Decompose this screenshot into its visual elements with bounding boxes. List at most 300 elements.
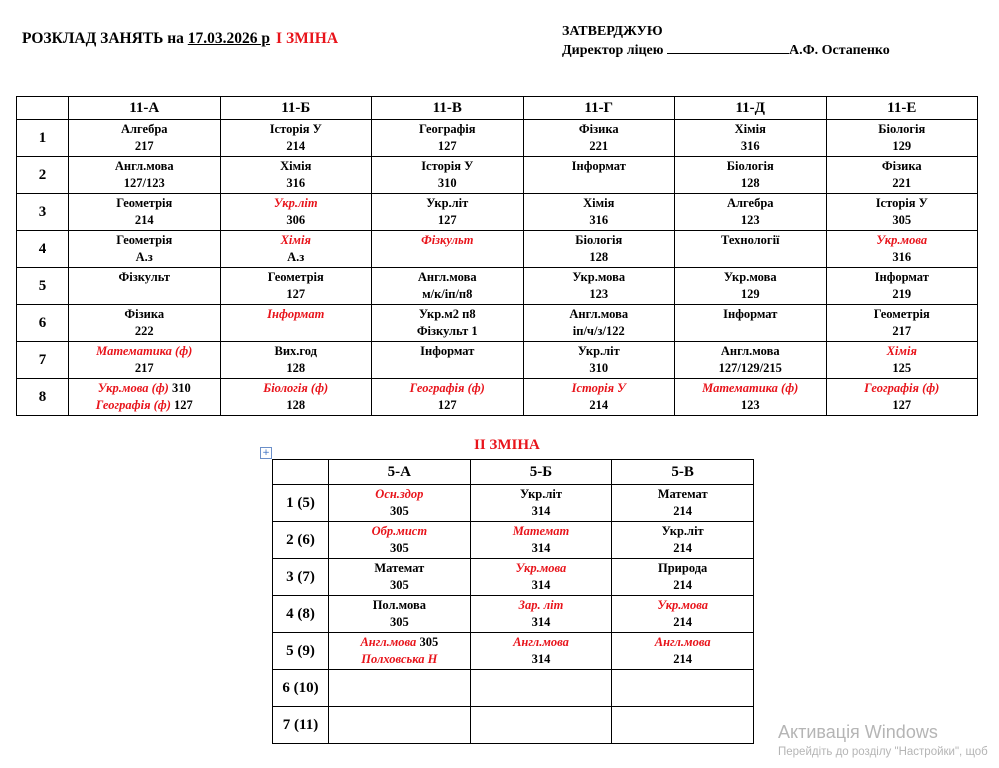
lesson-number: 4 (8) [273, 596, 329, 633]
subject: Інформат [723, 307, 778, 321]
subject: Алгебра [726, 196, 774, 210]
corner-cell [17, 97, 69, 120]
subject: Укр.мова (ф) [97, 381, 169, 395]
lesson-line [372, 269, 523, 286]
lesson-row [17, 231, 978, 268]
class-header: 11-Е [826, 97, 978, 120]
subject: Геометрія [116, 233, 173, 247]
room: Географія (ф) [95, 398, 171, 412]
room: 129 [740, 287, 760, 301]
room: 127 [437, 398, 457, 412]
lesson-line [372, 397, 523, 414]
lesson-number: 6 (10) [273, 670, 329, 707]
subject: Математика (ф) [702, 381, 799, 395]
room: 305 [416, 635, 439, 649]
subject: Біологія [878, 122, 926, 136]
approval-block [562, 22, 890, 60]
lesson-line [612, 503, 753, 520]
lesson-line [524, 323, 675, 340]
lesson-number: 6 [17, 305, 69, 342]
lesson-line [372, 343, 523, 360]
class-header: 5-А [329, 460, 471, 485]
subject: Хімія [280, 233, 311, 247]
lesson-line [329, 560, 470, 577]
lesson-line [675, 249, 826, 266]
lesson-line [221, 286, 372, 303]
room: 123 [589, 287, 609, 301]
subject: Математ [374, 561, 425, 575]
room: 128 [286, 361, 306, 375]
lesson-line [221, 397, 372, 414]
room: 214 [673, 615, 693, 629]
subject: Математика (ф) [96, 344, 193, 358]
lesson-line [471, 523, 612, 540]
subject: Історія У [421, 159, 474, 173]
lesson-cell [612, 485, 754, 522]
lesson-cell [69, 268, 221, 305]
room: іп/ч/з/122 [572, 324, 625, 338]
lesson-line [329, 671, 470, 688]
lesson-line [69, 121, 220, 138]
lesson-line [471, 708, 612, 725]
lesson-cell [612, 633, 754, 670]
subject: Пол.мова [372, 598, 426, 612]
lesson-line [329, 651, 470, 668]
lesson-line [329, 486, 470, 503]
lesson-line [329, 577, 470, 594]
lesson-line [524, 360, 675, 377]
room: 305 [389, 541, 409, 555]
lesson-cell [612, 670, 754, 707]
subject: Хімія [886, 344, 917, 358]
lesson-number: 7 [17, 342, 69, 379]
lesson-cell [675, 194, 827, 231]
room: 305 [389, 504, 409, 518]
subject: Укр.м2 п8 [418, 307, 476, 321]
lesson-line [827, 212, 978, 229]
lesson-line [524, 249, 675, 266]
room: 316 [589, 213, 609, 227]
lesson-cell [675, 120, 827, 157]
lesson-line [329, 597, 470, 614]
lesson-line [524, 158, 675, 175]
lesson-cell [372, 342, 524, 379]
lesson-line [471, 560, 612, 577]
lesson-row [273, 559, 754, 596]
shift2-title: ІІ ЗМІНА [474, 437, 540, 453]
lesson-line [827, 232, 978, 249]
lesson-line [612, 577, 753, 594]
lesson-line [329, 688, 470, 705]
lesson-line [69, 360, 220, 377]
lesson-line [471, 486, 612, 503]
lesson-line [524, 397, 675, 414]
lesson-line [827, 175, 978, 192]
lesson-row [273, 522, 754, 559]
lesson-line [372, 306, 523, 323]
lesson-row [273, 670, 754, 707]
subject: Інформат [571, 159, 626, 173]
lesson-cell [69, 342, 221, 379]
lesson-number: 2 (6) [273, 522, 329, 559]
lesson-line [69, 138, 220, 155]
lesson-cell [675, 157, 827, 194]
room: 217 [134, 361, 154, 375]
room: 310 [589, 361, 609, 375]
lesson-line [675, 121, 826, 138]
subject: Укр.літ [519, 487, 563, 501]
lesson-cell [220, 268, 372, 305]
lesson-line [221, 195, 372, 212]
lesson-line [612, 560, 753, 577]
subject: Хімія [280, 159, 312, 173]
lesson-cell [220, 379, 372, 416]
lesson-line [329, 503, 470, 520]
lesson-cell [470, 596, 612, 633]
lesson-cell [612, 596, 754, 633]
lesson-cell [220, 120, 372, 157]
subject: Укр.мова [876, 233, 928, 247]
lesson-row [17, 342, 978, 379]
lesson-line [221, 323, 372, 340]
subject: Геометрія [116, 196, 173, 210]
lesson-line [372, 121, 523, 138]
lesson-cell [523, 194, 675, 231]
subject: Математ [657, 487, 708, 501]
lesson-cell [826, 379, 978, 416]
lesson-line [675, 343, 826, 360]
subject: Історія У [269, 122, 322, 136]
subject: Історія У [875, 196, 928, 210]
lesson-row [17, 305, 978, 342]
class-header: 11-В [372, 97, 524, 120]
lesson-line [827, 360, 978, 377]
subject: Фізика [124, 307, 165, 321]
lesson-cell [826, 268, 978, 305]
lesson-line [221, 360, 372, 377]
lesson-line [675, 397, 826, 414]
lesson-cell [69, 231, 221, 268]
room: 123 [740, 398, 760, 412]
lesson-cell [220, 157, 372, 194]
room: 221 [892, 176, 912, 190]
room: 125 [892, 361, 912, 375]
subject: Геометрія [873, 307, 930, 321]
subject: Вих.год [274, 344, 317, 358]
windows-activation-watermark [778, 722, 988, 758]
lesson-line [612, 671, 753, 688]
lesson-line [221, 175, 372, 192]
lesson-cell [329, 707, 471, 744]
lesson-line [221, 158, 372, 175]
lesson-line [675, 323, 826, 340]
room: 310 [168, 381, 191, 395]
lesson-line [524, 212, 675, 229]
lesson-line [827, 269, 978, 286]
lesson-line [372, 232, 523, 249]
lesson-cell [69, 157, 221, 194]
lesson-line [69, 306, 220, 323]
lesson-line [675, 380, 826, 397]
lesson-line [827, 158, 978, 175]
lesson-cell [329, 633, 471, 670]
lesson-cell [220, 194, 372, 231]
lesson-line [221, 306, 372, 323]
room: м/к/іп/п8 [422, 287, 473, 301]
room: Фізкульт 1 [416, 324, 478, 338]
room: 214 [673, 504, 693, 518]
lesson-cell [69, 379, 221, 416]
room: 127 [170, 398, 193, 412]
lesson-cell [612, 559, 754, 596]
lesson-cell [826, 194, 978, 231]
signature-line [667, 42, 789, 54]
subject: Укр.літ [273, 196, 318, 210]
lesson-line [675, 212, 826, 229]
room: 310 [437, 176, 457, 190]
lesson-line [524, 138, 675, 155]
lesson-line [675, 286, 826, 303]
lesson-cell [329, 559, 471, 596]
room: 305 [389, 615, 409, 629]
lesson-line [827, 306, 978, 323]
lesson-line [69, 343, 220, 360]
lesson-line [471, 614, 612, 631]
lesson-cell [675, 305, 827, 342]
lesson-number: 3 [17, 194, 69, 231]
room: 128 [589, 250, 609, 264]
lesson-line [69, 397, 220, 414]
subject: Англ.мова [654, 635, 711, 649]
lesson-row [17, 120, 978, 157]
lesson-cell [372, 231, 524, 268]
subject: Осн.здор [375, 487, 424, 501]
table-move-handle-icon[interactable]: + [260, 447, 272, 459]
room: 314 [531, 541, 551, 555]
lesson-line [612, 634, 753, 651]
subject: Фізкульт [421, 233, 474, 247]
lesson-line [827, 249, 978, 266]
lesson-line [471, 688, 612, 705]
subject: Географія (ф) [864, 381, 940, 395]
room: 306 [286, 213, 306, 227]
lesson-line [221, 232, 372, 249]
lesson-row [17, 268, 978, 305]
lesson-cell [612, 522, 754, 559]
lesson-line [221, 212, 372, 229]
lesson-line [612, 708, 753, 725]
subject: Технології [720, 233, 780, 247]
shift2-header-row [273, 460, 754, 485]
approve-signature-line [562, 41, 890, 60]
lesson-line [827, 343, 978, 360]
lesson-row [17, 194, 978, 231]
lesson-cell [372, 157, 524, 194]
lesson-line [524, 195, 675, 212]
lesson-line [372, 175, 523, 192]
room: 127/129/215 [718, 361, 782, 375]
lesson-line [827, 397, 978, 414]
lesson-line [675, 138, 826, 155]
lesson-cell [612, 707, 754, 744]
lesson-line [471, 540, 612, 557]
room: 305 [389, 578, 409, 592]
lesson-line [612, 614, 753, 631]
lesson-line [827, 286, 978, 303]
lesson-cell [523, 342, 675, 379]
lesson-cell [675, 342, 827, 379]
lesson-line [471, 634, 612, 651]
lesson-line [221, 249, 372, 266]
room: 214 [134, 213, 154, 227]
lesson-line [69, 249, 220, 266]
lesson-cell [69, 120, 221, 157]
lesson-line [524, 232, 675, 249]
lesson-cell [470, 707, 612, 744]
lesson-cell [470, 670, 612, 707]
lesson-line [612, 523, 753, 540]
lesson-row [17, 157, 978, 194]
approve-role: Директор ліцею [562, 43, 667, 58]
title-prefix: РОЗКЛАД ЗАНЯТЬ на [22, 30, 188, 47]
lesson-cell [220, 305, 372, 342]
lesson-line [524, 175, 675, 192]
lesson-line [524, 121, 675, 138]
lesson-line [827, 380, 978, 397]
lesson-line [675, 360, 826, 377]
room: 127 [437, 213, 457, 227]
lesson-line [69, 158, 220, 175]
subject: Інформат [267, 307, 325, 321]
lesson-line [329, 725, 470, 742]
lesson-line [827, 121, 978, 138]
subject: Обр.мист [371, 524, 428, 538]
lesson-cell [470, 559, 612, 596]
lesson-cell [220, 231, 372, 268]
room: 305 [892, 213, 912, 227]
lesson-line [524, 306, 675, 323]
subject: Фізика [881, 159, 922, 173]
lesson-line [372, 249, 523, 266]
lesson-number: 1 [17, 120, 69, 157]
lesson-cell [372, 305, 524, 342]
lesson-row [273, 633, 754, 670]
lesson-line [675, 232, 826, 249]
schedule-date: 17.03.2026 р [187, 30, 271, 47]
room: 128 [286, 398, 306, 412]
lesson-cell [675, 268, 827, 305]
lesson-line [69, 323, 220, 340]
lesson-line [675, 158, 826, 175]
lesson-line [221, 343, 372, 360]
lesson-line [524, 286, 675, 303]
lesson-line [329, 523, 470, 540]
subject: Хімія [734, 122, 766, 136]
lesson-line [372, 195, 523, 212]
lesson-line [471, 725, 612, 742]
lesson-line [69, 269, 220, 286]
room: 222 [134, 324, 154, 338]
subject: Укр.літ [426, 196, 469, 210]
subject: Біологія [726, 159, 774, 173]
subject: Фізика [578, 122, 619, 136]
lesson-line [329, 634, 470, 651]
subject: Історія У [571, 381, 626, 395]
lesson-row [17, 379, 978, 416]
lesson-cell [523, 268, 675, 305]
lesson-line [524, 380, 675, 397]
lesson-cell [329, 485, 471, 522]
subject: Хімія [583, 196, 615, 210]
lesson-line [221, 380, 372, 397]
lesson-line [612, 725, 753, 742]
lesson-line [221, 269, 372, 286]
lesson-line [329, 614, 470, 631]
lesson-cell [675, 231, 827, 268]
subject: Англ.мова [417, 270, 477, 284]
lesson-line [471, 651, 612, 668]
lesson-line [471, 671, 612, 688]
lesson-number: 2 [17, 157, 69, 194]
room: 219 [892, 287, 912, 301]
room: 127 [437, 139, 457, 153]
lesson-line [69, 286, 220, 303]
room: 127/123 [123, 176, 165, 190]
lesson-number: 4 [17, 231, 69, 268]
lesson-line [827, 323, 978, 340]
lesson-line [69, 380, 220, 397]
room: 314 [531, 652, 551, 666]
subject: Фізкульт [118, 270, 170, 284]
lesson-line [372, 380, 523, 397]
room: 214 [286, 139, 306, 153]
subject: Англ.мова [513, 635, 569, 649]
room: 129 [892, 139, 912, 153]
subject: Біологія (ф) [263, 381, 329, 395]
lesson-row [273, 485, 754, 522]
room: 127 [286, 287, 306, 301]
room: 128 [740, 176, 760, 190]
lesson-cell [523, 120, 675, 157]
lesson-line [372, 138, 523, 155]
lesson-cell [470, 633, 612, 670]
lesson-line [612, 688, 753, 705]
schedule-title [22, 30, 338, 48]
shift1-header-row [17, 97, 978, 120]
lesson-line [675, 175, 826, 192]
subject: Інформат [420, 344, 475, 358]
room: 217 [892, 324, 912, 338]
lesson-cell [826, 305, 978, 342]
lesson-number: 1 (5) [273, 485, 329, 522]
subject: Укр.мова [515, 561, 567, 575]
lesson-number: 5 [17, 268, 69, 305]
lesson-line [69, 195, 220, 212]
room: 214 [673, 578, 693, 592]
subject: Укр.літ [577, 344, 620, 358]
lesson-line [471, 577, 612, 594]
class-header: 11-А [69, 97, 221, 120]
lesson-cell [372, 120, 524, 157]
shift1-schedule-table [16, 96, 978, 416]
lesson-line [524, 343, 675, 360]
room: 217 [134, 139, 154, 153]
lesson-row [273, 596, 754, 633]
lesson-line [471, 503, 612, 520]
room: 314 [531, 504, 551, 518]
lesson-line [69, 212, 220, 229]
subject: Англ.мова [720, 344, 780, 358]
